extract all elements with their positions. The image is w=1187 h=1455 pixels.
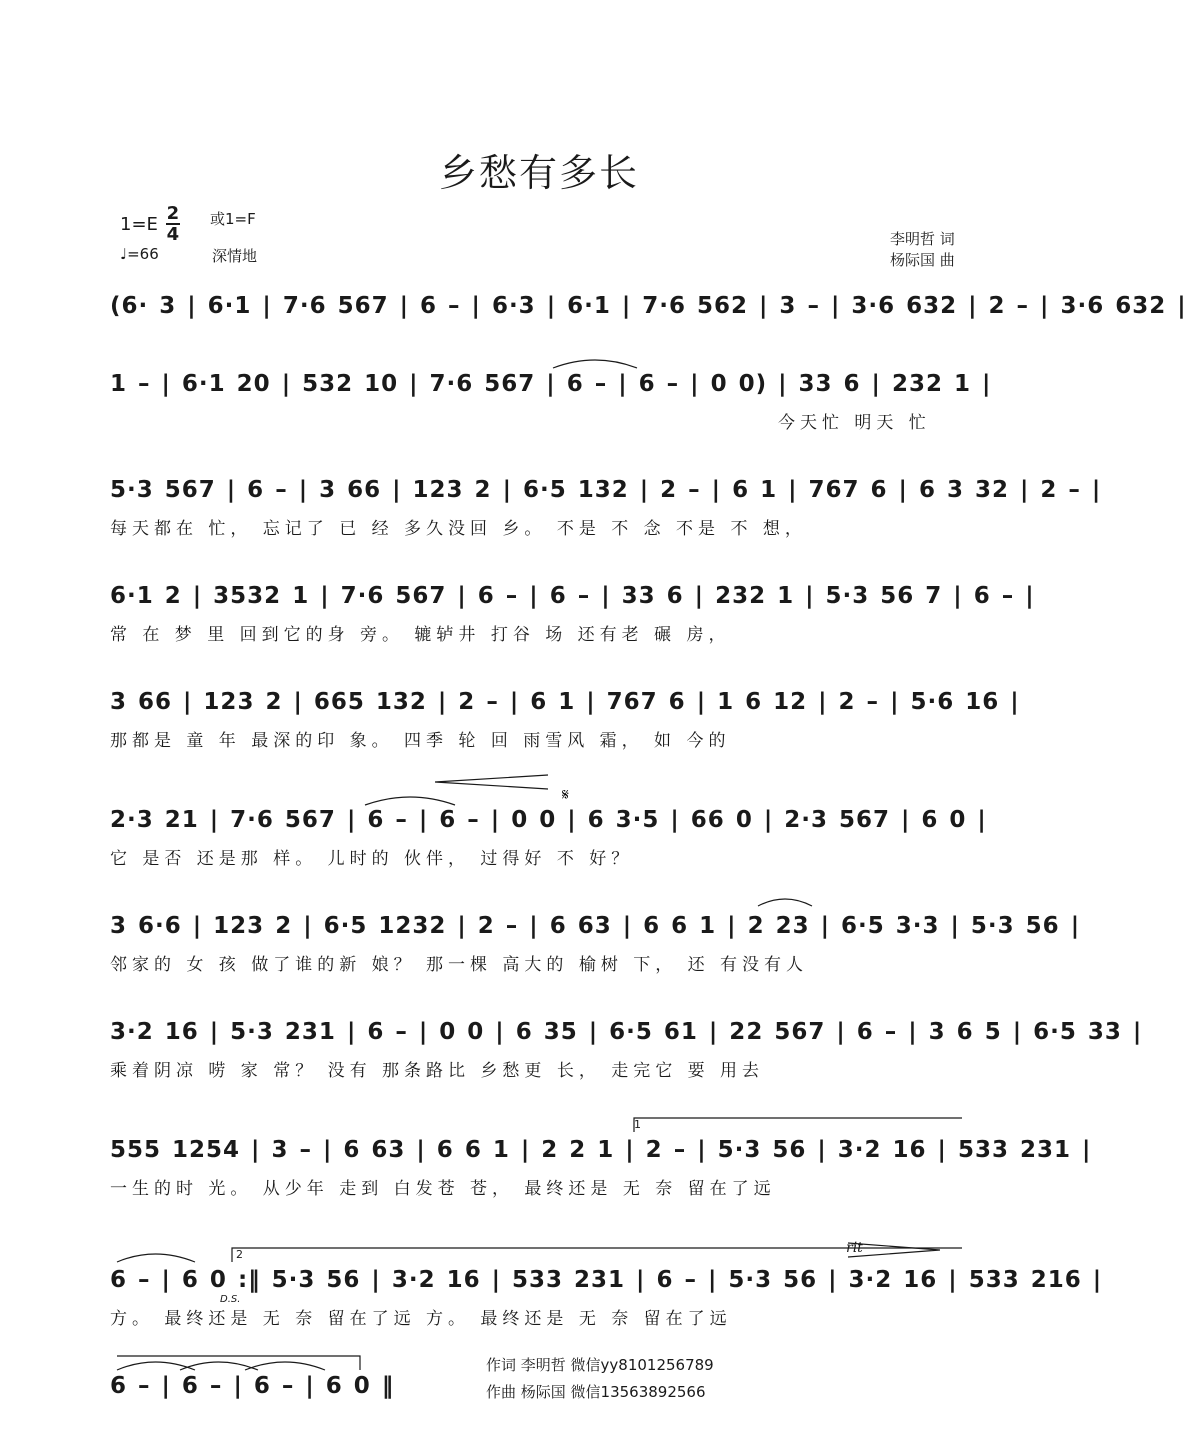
notation-line: 5·3 567 | 6 – | 3 66 | 123 2 | 6·5 132 | 2 – | 6 1 | 767 6 | 6 3 32 | 2 – | — [110, 477, 1102, 503]
lyricist-credit: 李明哲 词 — [890, 230, 955, 248]
decrescendo-hairpin — [848, 1243, 940, 1257]
slur — [365, 797, 455, 805]
lyricist-contact: 作词 李明哲 微信yy8101256789 — [486, 1356, 714, 1374]
expression-marking: 深情地 — [212, 247, 258, 265]
tempo-value: =66 — [127, 245, 159, 263]
lyrics-line: 常 在 梦 里 回到它的身 旁。 辘轳井 打谷 场 还有老 碾 房， — [110, 625, 731, 645]
notation-line: 6·1 2 | 3532 1 | 7·6 567 | 6 – | 6 – | 33 6 | 232 1 | 5·3 56 7 | 6 – | — [110, 583, 1035, 609]
lyrics-line: 一生的时 光。 从少年 走到 白发苍 苍， 最终还是 无 奈 留在了远 — [110, 1179, 776, 1199]
ending-1-label: 1 — [634, 1118, 641, 1131]
final-bracket — [117, 1356, 360, 1370]
ending-2-label: 2 — [236, 1248, 243, 1261]
quarter-note-icon: ♩ — [120, 245, 128, 263]
lyrics-line: 那都是 童 年 最深的印 象。 四季 轮 回 雨雪风 霜， 如 今的 — [110, 731, 731, 751]
time-top: 2 — [166, 203, 180, 224]
notation-line: (6· 3 | 6·1 | 7·6 567 | 6 – | 6·3 | 6·1 | 7·6 562 | 3 – | 3·6 632 | 2 – | 3·6 632 | — [110, 293, 1187, 319]
dal-segno-marking: D.S. — [220, 1294, 241, 1305]
composer-credit: 杨际国 曲 — [890, 251, 955, 269]
ritardando-marking: rit — [846, 1240, 863, 1256]
notation-line: 2·3 21 | 7·6 567 | 6 – | 6 – | 0 0 | 6 3·5 | 66 0 | 2·3 567 | 6 0 | — [110, 807, 987, 833]
key-label: 1=E — [120, 213, 158, 235]
ending-1-bracket — [634, 1118, 962, 1132]
lyrics-line: 它 是否 还是那 样。 儿时的 伙伴， 过得好 不 好？ — [110, 849, 634, 869]
lyrics-line: 今天忙 明天 忙 — [778, 413, 931, 433]
time-bottom: 4 — [166, 224, 180, 245]
lyrics-line: 方。 最终还是 无 奈 留在了远 方。 最终还是 无 奈 留在了远 — [110, 1309, 732, 1329]
lyrics-line: 邻家的 女 孩 做了谁的新 娘？ 那一棵 高大的 榆树 下， 还 有没有人 — [110, 955, 809, 975]
crescendo-hairpin — [435, 775, 548, 789]
lyrics-line: 乘着阴凉 唠 家 常？ 没有 那条路比 乡愁更 长， 走完它 要 用去 — [110, 1061, 765, 1081]
notation-line: 3 66 | 123 2 | 665 132 | 2 – | 6 1 | 767 6 | 1 6 12 | 2 – | 5·6 16 | — [110, 689, 1020, 715]
slur — [758, 899, 812, 906]
notation-line: 6 – | 6 – | 6 – | 6 0 ‖ — [110, 1373, 395, 1399]
slur — [117, 1254, 195, 1262]
notation-line: 1 – | 6·1 20 | 532 10 | 7·6 567 | 6 – | 6 – | 0 0) | 33 6 | 232 1 | — [110, 371, 992, 397]
alternate-key: 或1=F — [210, 210, 256, 228]
lyrics-line: 每天都在 忙， 忘记了 已 经 多久没回 乡。 不是 不 念 不是 不 想， — [110, 519, 807, 539]
slur — [245, 1362, 325, 1370]
notation-line: 555 1254 | 3 – | 6 63 | 6 6 1 | 2 2 1 | 2 – | 5·3 56 | 3·2 16 | 533 231 | — [110, 1137, 1092, 1163]
notation-line: 6 – | 6 0 :‖ 5·3 56 | 3·2 16 | 533 231 | 6 – | 5·3 56 | 3·2 16 | 533 216 | — [110, 1267, 1103, 1293]
notation-line: 3·2 16 | 5·3 231 | 6 – | 0 0 | 6 35 | 6·5 61 | 22 567 | 6 – | 3 6 5 | 6·5 33 | — [110, 1019, 1143, 1045]
notation-line: 3 6·6 | 123 2 | 6·5 1232 | 2 – | 6 63 | 6 6 1 | 2 23 | 6·5 3·3 | 5·3 56 | — [110, 913, 1081, 939]
song-title: 乡愁有多长 — [438, 151, 639, 195]
composer-contact: 作曲 杨际国 微信13563892566 — [486, 1383, 706, 1401]
ending-2-bracket — [232, 1248, 962, 1262]
segno-icon: 𝄋 — [562, 785, 569, 804]
slur — [553, 360, 637, 368]
